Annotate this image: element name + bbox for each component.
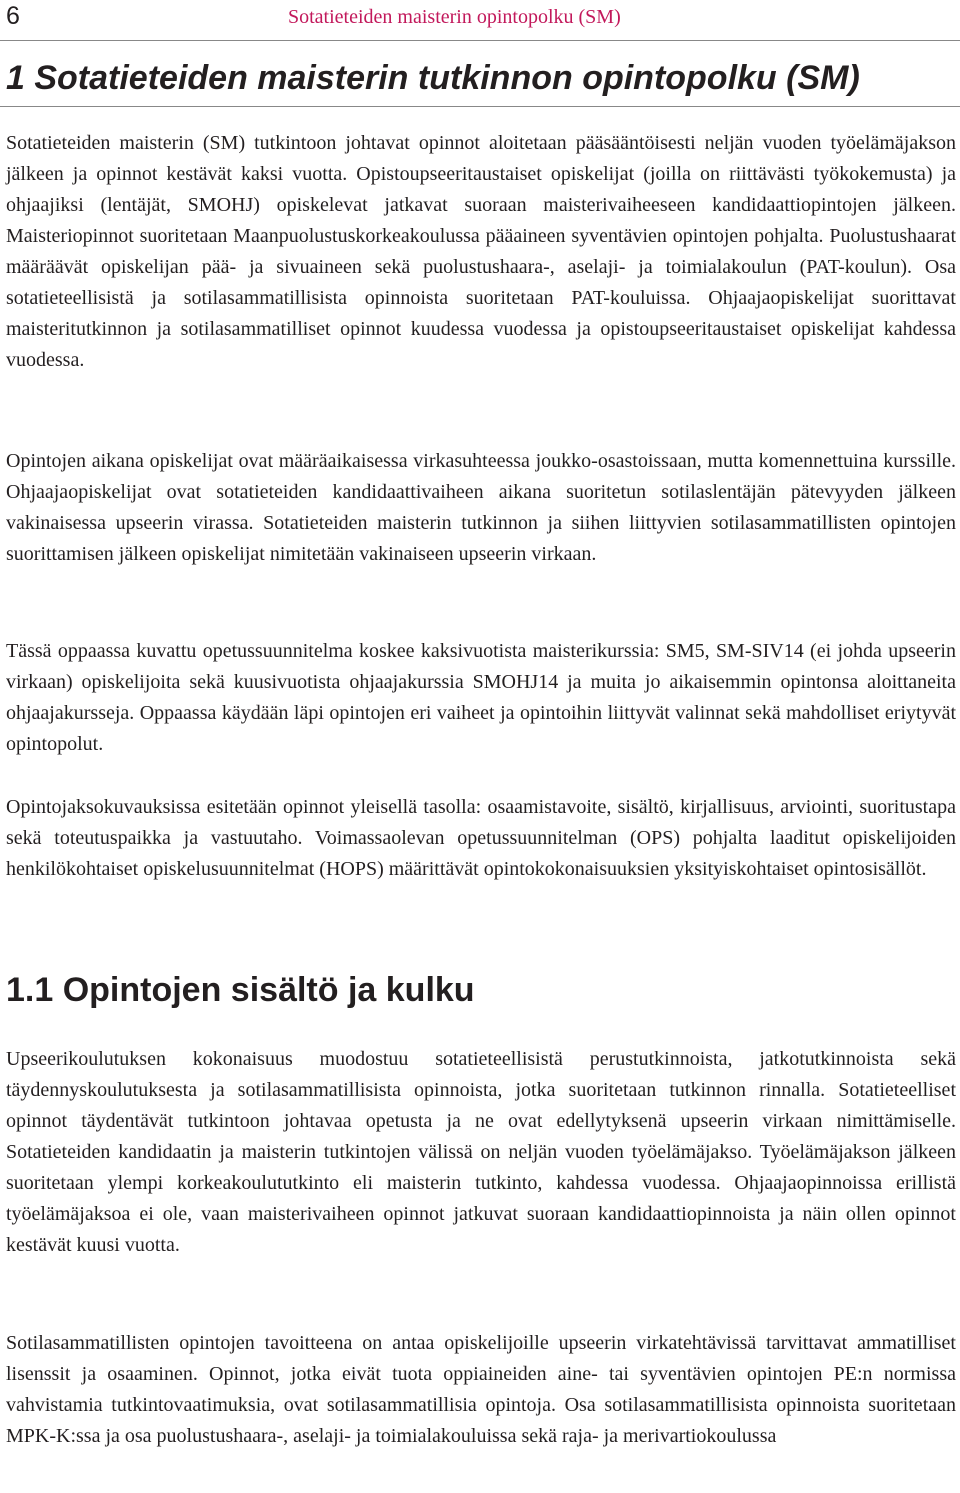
body-paragraph-1: Sotatieteiden maisterin (SM) tutkintoon johtavat opinnot aloitetaan pääsääntöisesti neljän vuoden työelämäjakson jälkeen ja opinnot kestävät kaksi vuotta. Opistoupseeritaustaiset opiskelijat (joilla on riittävästi työkokemusta) ja ohjaajiksi (lentäjät, SMOHJ) opiskelevat jatkavat suoraan maisterivaiheeseen kandidaattiopintojen jälkeen. Maisteriopinnot suoritetaan Maanpuolustuskorkeakoulussa pääaineen syventävien opintojen pohjalta. Puolustushaarat määräävät opiskelijan pää- ja sivuaineen sekä puolustushaara-, aselaji- ja toimialakoulun (PAT-koulun). Osa sotatieteellisistä ja sotilasammatillisista opinnoista suoritetaan PAT-kouluissa. Ohjaajaopiskelijat suorittavat maisteritutkinnon ja sotilasammatilliset opinnot kuudessa vuodessa ja opistoupseeritaustaiset opiskelijat kahdessa vuodessa. [6, 132, 956, 371]
chapter-rule [0, 106, 960, 107]
section-paragraph-1: Upseerikoulutuksen kokonaisuus muodostuu sotatieteellisistä perustutkinnoista, jatkotutkinnoista sekä täydennyskoulutuksesta ja sotilasammatillisista opinnoista, jotka suoritetaan tutkinnon rinnalla. Sotatieteelliset opinnot täydentävät tutkintoon johtavaa opetusta ja ne ovat edellytyksenä upseerin virkaan nimittämiselle. Sotatieteiden kandidaatin ja maisterin tutkintojen välissä on neljän vuoden työelämäjakso. Työelämäjakson jälkeen suoritetaan ylempi korkeakoulututkinto eli maisterin tutkinto, kahdessa vuodessa. Ohjaajaopinnoissa erillistä työelämäjaksoa ei ole, vaan maisterivaiheen opinnot jatkuvat suoraan kandidaattiopinnoista ja näin ollen opinnot kestävät kuusi vuotta. [6, 1048, 956, 1256]
body-paragraph-4: Opintojaksokuvauksissa esitetään opinnot yleisellä tasolla: osaamistavoite, sisältö, kirjallisuus, arviointi, suoritustapa sekä toteutuspaikka ja vastuutaho. Voimassaolevan opetussuunnitelman (OPS) pohjalta laaditut opiskelijoiden henkilökohtaiset opiskelusuunnitelmat (HOPS) määrittävät opintokokonaisuuksien yksityiskohtaiset opintosisällöt. [6, 796, 956, 880]
body-paragraph-3: Tässä oppaassa kuvattu opetussuunnitelma koskee kaksivuotista maisterikurssia: SM5, SM-SIV14 (ei johda upseerin virkaan) opiskelijoita sekä kuusivuotista ohjaajakurssia SMOHJ14 ja muita jo aikaisemmin opintonsa aloittaneita ohjaajakursseja. Oppaassa käydään läpi opintojen eri vaiheet ja opintoihin liittyvät valinnat sekä mahdolliset eriytyvät opintopolut. [6, 640, 956, 755]
page-number: 6 [6, 2, 20, 30]
section-title: 1.1 Opintojen sisältö ja kulku [6, 971, 475, 1009]
page-header [0, 0, 960, 40]
body-paragraph-2: Opintojen aikana opiskelijat ovat määräaikaisessa virkasuhteessa joukko-osastoissaan, mutta komennettuina kurssille. Ohjaajaopiskelijat ovat sotatieteiden kandidaattivaiheen aikana suoritetun sotilaslentäjän pätevyyden jälkeen vakinaisessa upseerin virassa. Sotatieteiden maisterin tutkinnon ja siihen liittyvien sotilasammatillisten opintojen suorittamisen jälkeen opiskelijat nimitetään vakinaiseen upseerin virkaan. [6, 450, 956, 565]
section-paragraph-2: Sotilasammatillisten opintojen tavoitteena on antaa opiskelijoille upseerin virkatehtävissä tarvittavat ammatilliset lisenssit ja osaaminen. Opinnot, jotka eivät tuota oppiaineiden aine- tai syventävien opintojen PE:n normissa vahvistamia tutkintovaatimuksia, ovat sotilasammatillisia opintoja. Osa sotilasammatillisista opinnoista suoritetaan MPK-K:ssa ja osa puolustushaara-, aselaji- ja toimialakouluissa sekä raja- ja merivartiokoulussa [6, 1332, 956, 1447]
running-title: Sotatieteiden maisterin opintopolku (SM) [288, 6, 621, 28]
chapter-title: 1 Sotatieteiden maisterin tutkinnon opintopolku (SM) [6, 59, 860, 97]
header-rule [0, 40, 960, 41]
